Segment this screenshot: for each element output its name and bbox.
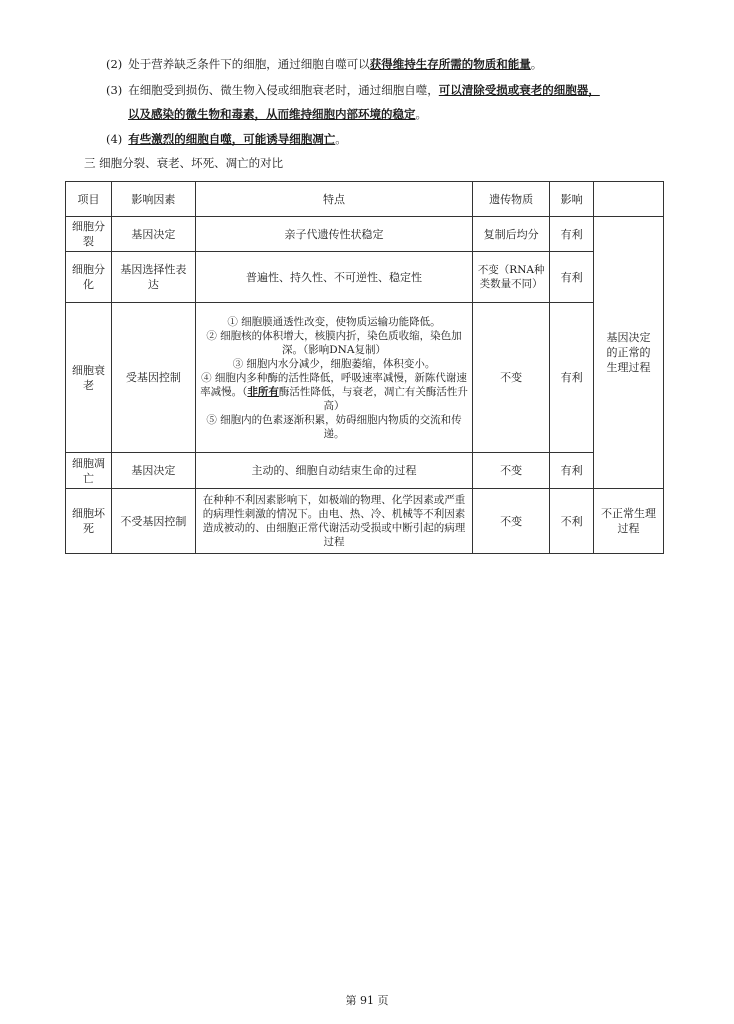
- header-blank: [594, 182, 664, 217]
- feature-line: ⑤ 细胞内的色素逐渐积累，妨碍细胞内物质的交流和传递。: [206, 413, 462, 440]
- header-item: 项目: [66, 182, 112, 217]
- cell-factor: 基因选择性表达: [111, 252, 195, 303]
- cell-genetic: 不变: [473, 489, 550, 554]
- page-footer: 第 91 页: [345, 994, 389, 1007]
- paragraph-end: 。: [530, 57, 543, 71]
- table-row: [66, 489, 664, 554]
- cell-factor: 基因决定: [111, 217, 195, 252]
- comparison-table: [65, 181, 664, 554]
- table-header-row: [66, 182, 664, 217]
- header-impact: 影响: [550, 182, 594, 217]
- cell-genetic: 不变: [473, 453, 550, 489]
- feature-text: 酶活性降低，与衰老，凋亡有关酶活性升高）: [278, 385, 468, 412]
- paragraph-end: 。: [415, 107, 427, 121]
- header-factor: 影响因素: [111, 182, 195, 217]
- cell-summary: 不正常生理过程: [594, 489, 664, 554]
- cell-impact: 不利: [550, 489, 594, 554]
- paragraph-number: (4): [106, 132, 123, 146]
- cell-feature-list: [195, 303, 472, 453]
- emphasis-text: 有些激烈的细胞自噬，可能诱导细胞凋亡: [128, 132, 336, 146]
- paragraph-2: [106, 56, 542, 72]
- feature-line: ② 细胞核的体积增大，核膜内折，染色质收缩，染色加深。（影响DNA复制）: [206, 329, 462, 356]
- cell-item: 细胞分裂: [66, 217, 112, 252]
- table-row: [66, 453, 664, 489]
- cell-factor: 基因决定: [111, 453, 195, 489]
- feature-line: ① 细胞膜通透性改变，使物质运输功能降低。: [227, 315, 441, 328]
- cell-item: 细胞凋亡: [66, 453, 112, 489]
- paragraph-3: [106, 82, 600, 98]
- section-title: 三 细胞分裂、衰老、坏死、凋亡的对比: [84, 156, 284, 170]
- cell-item: 细胞衰老: [66, 303, 112, 453]
- table-row: [66, 217, 664, 252]
- cell-merged-summary: 基因决定的正常的生理过程: [594, 217, 664, 489]
- cell-genetic: 不变（RNA种类数量不同）: [473, 252, 550, 303]
- header-feature: 特点: [195, 182, 472, 217]
- cell-feature: 普遍性、持久性、不可逆性、稳定性: [195, 252, 472, 303]
- paragraph-text: 在细胞受到损伤、微生物入侵或细胞衰老时，通过细胞自噬，: [128, 83, 439, 97]
- paragraph-number: (3): [106, 83, 123, 97]
- cell-impact: 有利: [550, 303, 594, 453]
- cell-feature: 主动的、细胞自动结束生命的过程: [195, 453, 472, 489]
- cell-feature: 亲子代遗传性状稳定: [195, 217, 472, 252]
- paragraph-number: (2): [106, 57, 123, 71]
- cell-genetic: 不变: [473, 303, 550, 453]
- table-row: [66, 303, 664, 453]
- cell-item: 细胞分化: [66, 252, 112, 303]
- feature-text: ④ 细胞内多种酶的活性降低，呼吸速率减慢，新陈代谢速率减慢。（: [200, 371, 467, 398]
- cell-impact: 有利: [550, 252, 594, 303]
- paragraph-end: 。: [335, 132, 347, 146]
- emphasis-text: 可以清除受损或衰老的细胞器，: [438, 83, 600, 97]
- cell-impact: 有利: [550, 217, 594, 252]
- cell-genetic: 复制后均分: [473, 217, 550, 252]
- table-row: [66, 252, 664, 303]
- cell-factor: 受基因控制: [111, 303, 195, 453]
- emphasis-text: 以及感染的微生物和毒素，从而维持细胞内部环境的稳定: [128, 107, 416, 121]
- paragraph-3-continued: [128, 106, 427, 122]
- cell-feature: 在种种不利因素影响下，如极端的物理、化学因素或严重的病理性刺激的情况下。由电、热、冷、机械等不利因素造成被动的、由细胞正常代谢活动受损或中断引起的病理过程: [195, 489, 472, 554]
- paragraph-text: 处于营养缺乏条件下的细胞，通过细胞自噬可以: [128, 57, 370, 71]
- feature-line: ③ 细胞内水分减少，细胞萎缩，体积变小。: [232, 357, 436, 370]
- cell-impact: 有利: [550, 453, 594, 489]
- paragraph-4: [106, 131, 347, 147]
- cell-factor: 不受基因控制: [111, 489, 195, 554]
- feature-emphasis: 非所有: [247, 385, 279, 398]
- header-genetic: 遗传物质: [473, 182, 550, 217]
- feature-line: [199, 371, 469, 413]
- cell-item: 细胞坏死: [66, 489, 112, 554]
- emphasis-text: 获得维持生存所需的物质和能量: [369, 57, 531, 71]
